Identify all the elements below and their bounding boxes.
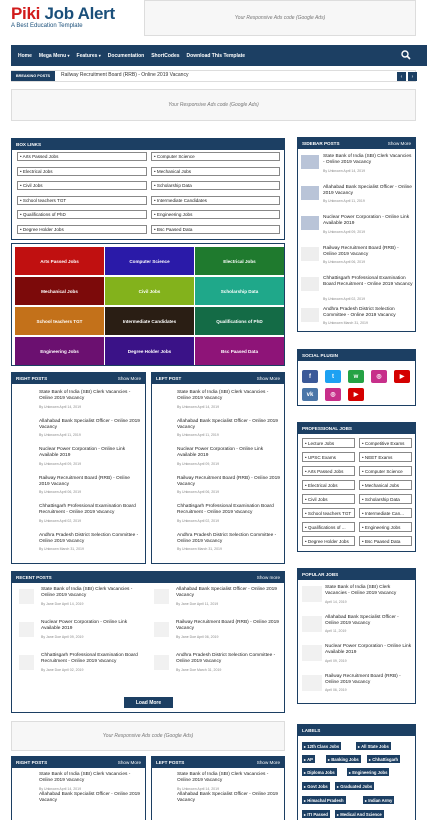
box-link-item[interactable]: • Engineering Jobs [151, 210, 280, 219]
post-meta: By Unknown April 09, 2019 [177, 461, 220, 466]
label-tag[interactable]: ▸ Graduated Jobs [337, 783, 373, 789]
post-meta: By Unknown April 14, 2019 [177, 786, 220, 791]
label-tag[interactable]: ▸ Chhattisgarh [369, 756, 399, 762]
post-thumbnail[interactable] [302, 616, 322, 632]
post-title[interactable]: Allahabad Bank Specialist Officer - Online 2019 Vacancy [177, 418, 278, 430]
right-posts-2-more-link[interactable]: Show More [117, 760, 141, 765]
post-meta: By Unknown April 14, 2019 [177, 404, 220, 409]
post-thumbnail[interactable] [301, 155, 319, 169]
logo-part2: Job Alert [44, 4, 115, 23]
box-link-item[interactable]: • Electrical Jobs [17, 167, 147, 176]
box-links-title: BOX LINKS [16, 142, 42, 147]
post-thumbnail[interactable] [301, 308, 319, 322]
category-tile[interactable]: School teachers TGT [15, 307, 104, 335]
chevron-down-icon: ▾ [67, 52, 70, 58]
job-link-item[interactable]: • Qualifications of ... [302, 522, 355, 532]
right-posts-title: RIGHT POSTS [16, 376, 48, 381]
job-link-item[interactable]: • UPSC Exams [302, 452, 355, 462]
box-link-item[interactable]: • Computer Science [151, 152, 280, 161]
post-meta: April 06, 2019 [325, 688, 347, 693]
label-tag[interactable]: ▸ Medical And Science [337, 811, 382, 817]
nav-mega-menu[interactable] [39, 53, 70, 59]
box-link-item[interactable]: • Arts Passed Jobs [17, 152, 147, 161]
post-meta: By Unknown April 09, 2019 [39, 461, 82, 466]
professional-jobs-title: PROFESSIONAL JOBS [302, 426, 352, 431]
popular-jobs-title: POPULAR JOBS [302, 572, 339, 577]
nav-features[interactable] [77, 53, 101, 59]
sidebar-post-title[interactable]: Railway Recruitment Board (RRB) - Online 2019 Vacancy [323, 245, 399, 257]
post-meta: By Unknown April 02, 2019 [323, 296, 366, 301]
job-link-item[interactable]: • Lecture Jobs [302, 438, 355, 448]
post-meta: By Jane Doe April 02, 2019 [41, 667, 84, 672]
nav-documentation[interactable]: Documentation [107, 52, 145, 59]
post-title[interactable]: State Bank of India (SBI) Clerk Vacancies - Online 2019 Vacancy [39, 772, 131, 784]
box-link-item[interactable]: • School teachers TGT [17, 196, 147, 205]
post-title[interactable]: Chhattisgarh Professional Examination Board Recruitment - Online 2019 Vacancy [177, 504, 274, 516]
job-link-item[interactable]: • School teachers TGT [302, 508, 355, 518]
category-tile[interactable]: Electrical Jobs [195, 247, 284, 275]
post-title[interactable]: Allahabad Bank Specialist Officer - Online 2019 Vacancy [176, 587, 277, 599]
post-thumbnail[interactable] [302, 645, 322, 661]
facebook-icon[interactable]: f [302, 370, 318, 383]
post-title[interactable]: Nuclear Power Corporation - Online Link Available 2019 [177, 447, 264, 459]
box-link-item[interactable]: • Mechanical Jobs [151, 167, 280, 176]
label-tag[interactable]: ▸ AP [304, 756, 313, 762]
post-meta: By Jane Doe April 11, 2019 [176, 601, 219, 606]
left-post-header [152, 373, 284, 384]
label-tag[interactable]: ▸ ITI Passed [304, 811, 328, 817]
post-meta: By Unknown March 31, 2019 [323, 321, 368, 326]
job-link-item[interactable]: • Mechanical Jobs [359, 480, 412, 490]
post-title[interactable]: Nuclear Power Corporation - Online Link Available 2019 [41, 620, 128, 632]
post-title[interactable]: Railway Recruitment Board (RRB) - Online 2019 Vacancy [39, 475, 130, 487]
job-link-item[interactable]: • Electrical Jobs [302, 480, 355, 490]
post-title[interactable]: Allahabad Bank Specialist Officer - Online 2019 Vacancy [39, 792, 140, 804]
post-meta: By Jane Doe April 14, 2019 [41, 601, 84, 606]
right-posts-2-header [12, 757, 145, 768]
popular-post-title[interactable]: State Bank of India (SBI) Clerk Vacancies - Online 2019 Vacancy [325, 585, 397, 597]
post-thumbnail[interactable] [154, 655, 169, 670]
post-thumbnail[interactable] [301, 277, 319, 291]
load-more-button[interactable]: Load More [124, 697, 173, 708]
job-link-item[interactable]: • Engineering Jobs [359, 522, 412, 532]
twitter-icon[interactable]: t [325, 370, 341, 383]
nav-shortcodes[interactable]: ShortCodes [151, 52, 180, 59]
main-ad: Your Responsive Ads code (Google Ads) [11, 89, 416, 121]
post-title[interactable]: State Bank of India (SBI) Clerk Vacancies - Online 2019 Vacancy [39, 390, 131, 402]
post-title[interactable]: Railway Recruitment Board (RRB) - Online 2019 Vacancy [176, 620, 279, 632]
whatsapp-icon[interactable]: w [348, 370, 364, 383]
nav-download[interactable]: Download This Template [186, 52, 246, 59]
category-tile[interactable]: Engineering Jobs [15, 337, 104, 365]
category-tile[interactable]: Arts Passed Jobs [15, 247, 104, 275]
post-title[interactable]: Allahabad Bank Specialist Officer - Online 2019 Vacancy [177, 792, 278, 804]
box-link-item[interactable]: • Intermediate Candidates [151, 196, 280, 205]
left-post-title: LEFT POST [156, 376, 182, 381]
post-meta: By Unknown April 06, 2019 [323, 260, 366, 265]
popular-post-title[interactable]: Railway Recruitment Board (RRB) - Online 2019 Vacancy [325, 673, 401, 685]
post-meta: By Unknown April 14, 2019 [39, 404, 82, 409]
ticker-text[interactable]: Railway Recruitment Board (RRB) - Online 2019 Vacancy [61, 72, 189, 78]
youtube-icon[interactable]: ▶ [394, 370, 410, 383]
label-tag[interactable]: ▸ Engineering Jobs [349, 769, 388, 775]
post-title[interactable]: Andhra Pradesh District Selection Committee - Online 2019 Vacancy [39, 532, 139, 544]
label-tag[interactable]: ▸ Diploma Jobs [304, 769, 335, 775]
post-meta: By Jane Doe April 09, 2019 [41, 634, 84, 639]
popular-post-title[interactable]: Nuclear Power Corporation - Online Link Available 2019 [325, 644, 412, 656]
category-tile[interactable]: Qualifications of PhD [195, 307, 284, 335]
social-plugin-title: SOCIAL PLUGIN [302, 353, 338, 358]
job-link-item[interactable]: • Degree Holder Jobs [302, 536, 355, 546]
post-meta: By Unknown April 06, 2019 [177, 490, 220, 495]
post-title[interactable]: State Bank of India (SBI) Clerk Vacancies - Online 2019 Vacancy [41, 587, 133, 599]
category-tile[interactable]: Intermediate Candidates [105, 307, 194, 335]
label-tag[interactable]: ▸ Govt Jobs [304, 783, 328, 789]
post-title[interactable]: State Bank of India (SBI) Clerk Vacancies - Online 2019 Vacancy [177, 772, 269, 784]
post-title[interactable]: Chhattisgarh Professional Examination Board Recruitment - Online 2019 Vacancy [41, 653, 138, 665]
search-icon[interactable] [401, 50, 411, 60]
nav-mega-menu-label: Mega Menu [38, 52, 67, 59]
recent-posts-more-link[interactable]: Show more [256, 575, 280, 580]
post-thumbnail[interactable] [19, 622, 34, 637]
post-meta: By Jane Doe April 06, 2019 [176, 634, 219, 639]
header-ad: Your Responsive Ads code (Google Ads) [144, 0, 416, 36]
post-meta: April 14, 2019 [325, 599, 347, 604]
box-link-item[interactable]: • Bsc Paased Data [151, 225, 280, 234]
labels-header [298, 725, 415, 736]
job-link-item[interactable]: • Bsc Paased Data [359, 536, 412, 546]
post-meta: April 11, 2019 [325, 629, 347, 634]
right-posts-more-link[interactable]: Show More [117, 376, 141, 381]
labels-title: LABELS [302, 728, 321, 733]
post-meta: April 09, 2019 [325, 658, 347, 663]
post-meta: By Unknown April 09, 2019 [323, 229, 366, 234]
social-plugin-header [298, 350, 415, 361]
sidebar-post-title[interactable]: State Bank of India (SBI) Clerk Vacancies - Online 2019 Vacancy [323, 154, 412, 166]
recent-posts-header [12, 572, 284, 583]
post-title[interactable]: Andhra Pradesh District Selection Committee - Online 2019 Vacancy [176, 653, 276, 665]
post-title[interactable]: State Bank of India (SBI) Clerk Vacancies - Online 2019 Vacancy [177, 390, 269, 402]
post-thumbnail[interactable] [302, 675, 322, 691]
post-meta: By Unknown April 02, 2019 [39, 518, 82, 523]
main-nav [11, 45, 427, 66]
post-title[interactable]: Chhattisgarh Professional Examination Board Recruitment - Online 2019 Vacancy [39, 504, 136, 516]
post-meta: By Unknown April 11, 2019 [39, 433, 81, 438]
category-tile[interactable]: Computer Science [105, 247, 194, 275]
post-meta: By Unknown April 11, 2019 [177, 433, 219, 438]
post-meta: By Jane Doe March 31, 2019 [176, 667, 222, 672]
label-tag[interactable]: ▸ Indian Army [365, 797, 393, 803]
post-meta: By Unknown April 06, 2019 [39, 490, 82, 495]
post-thumbnail[interactable] [302, 586, 322, 602]
left-posts-2-header [152, 757, 284, 768]
logo-tagline: A Best Education Template [11, 23, 83, 29]
post-thumbnail[interactable] [19, 655, 34, 670]
ticker-label: BREAKING POSTS [11, 71, 55, 81]
chevron-down-icon: ▾ [98, 52, 101, 58]
sidebar-post-title[interactable]: Allahabad Bank Specialist Officer - Online 2019 Vacancy [323, 184, 412, 196]
right-posts-2-title: RIGHT POSTS [16, 760, 48, 765]
post-thumbnail[interactable] [301, 186, 319, 200]
post-thumbnail[interactable] [301, 216, 319, 230]
post-meta: By Unknown March 31, 2019 [39, 547, 84, 552]
left-posts-2-more-link[interactable]: Show More [256, 760, 280, 765]
sidebar-posts-title: SIDEBAR POSTS [302, 141, 340, 146]
chevron-right-icon[interactable]: › [408, 72, 417, 81]
job-link-item[interactable]: • Competitive Exams [359, 438, 412, 448]
youtube-icon[interactable]: ▶ [348, 388, 364, 401]
sidebar-post-title[interactable]: Andhra Pradesh District Selection Committee - Online 2019 Vacancy [323, 306, 396, 318]
left-posts-2-title: LEFT POSTS [156, 760, 185, 765]
post-thumbnail[interactable] [154, 589, 169, 604]
post-meta: By Unknown April 11, 2019 [323, 199, 365, 204]
category-tile[interactable]: Civil Jobs [105, 277, 194, 305]
box-link-item[interactable]: • Civil Jobs [17, 181, 147, 190]
recent-posts-title: RECENT POSTS [16, 575, 52, 580]
category-tile[interactable]: Degree Holder Jobs [105, 337, 194, 365]
nav-features-label: Features [76, 52, 98, 59]
box-link-item[interactable]: • Scholarship Data [151, 181, 280, 190]
vk-icon[interactable]: vk [302, 388, 318, 401]
box-links-header [12, 139, 284, 150]
nav-home[interactable]: Home [18, 52, 32, 59]
post-title[interactable]: Nuclear Power Corporation - Online Link Available 2019 [39, 447, 126, 459]
post-title[interactable]: Allahabad Bank Specialist Officer - Online 2019 Vacancy [39, 418, 140, 430]
post-meta: By Unknown April 14, 2019 [323, 168, 366, 173]
post-title[interactable]: Andhra Pradesh District Selection Committee - Online 2019 Vacancy [177, 532, 277, 544]
box-link-item[interactable]: • Qualifications of PhD [17, 210, 147, 219]
logo-part1: Piki [11, 4, 41, 23]
sidebar-post-title[interactable]: Chhattisgarh Professional Examination Board Recruitment - Online 2019 Vacancy [323, 276, 413, 288]
popular-jobs-header [298, 569, 415, 580]
category-tile[interactable]: Bsc Paased Data [195, 337, 284, 365]
job-link-item[interactable]: • Arts Passed Jobs [302, 466, 355, 476]
professional-jobs-header [298, 423, 415, 434]
job-link-item[interactable]: • Intermediate Can... [359, 508, 412, 518]
label-tag[interactable]: ▸ Himachal Pradesh [304, 797, 344, 803]
bottom-ad: Your Responsive Ads code (Google Ads) [11, 721, 285, 751]
left-post-more-link[interactable]: Show More [256, 376, 280, 381]
post-thumbnail[interactable] [19, 589, 34, 604]
category-tile[interactable]: Scholarship Data [195, 277, 284, 305]
label-tag[interactable]: ▸ Banking Jobs [328, 756, 359, 762]
label-tag[interactable]: ▸ 12th Class Jobs [304, 743, 340, 749]
sidebar-posts-header [298, 138, 415, 149]
post-meta: By Unknown April 02, 2019 [177, 518, 220, 523]
right-posts-header [12, 373, 145, 384]
job-link-item[interactable]: • Computer Science [359, 466, 412, 476]
box-link-item[interactable]: • Degree Holder Jobs [17, 225, 147, 234]
sidebar-posts-more-link[interactable]: Show More [387, 141, 411, 146]
label-tag[interactable]: ▸ All State Jobs [358, 743, 389, 749]
post-thumbnail[interactable] [301, 247, 319, 261]
job-link-item[interactable]: • NEET Exams [359, 452, 412, 462]
popular-post-title[interactable]: Allahabad Bank Specialist Officer - Online 2019 Vacancy [325, 614, 399, 626]
post-meta: By Unknown April 14, 2019 [39, 786, 82, 791]
job-link-item[interactable]: • Civil Jobs [302, 494, 355, 504]
post-meta: By Unknown March 31, 2019 [177, 547, 222, 552]
post-thumbnail[interactable] [154, 622, 169, 637]
instagram-icon[interactable]: ◎ [325, 388, 341, 401]
job-link-item[interactable]: • Scholarship Data [359, 494, 412, 504]
post-title[interactable]: Railway Recruitment Board (RRB) - Online 2019 Vacancy [177, 475, 280, 487]
site-logo[interactable] [11, 5, 121, 35]
category-tile[interactable]: Mechanical Jobs [15, 277, 104, 305]
sidebar-post-title[interactable]: Nuclear Power Corporation - Online Link Available 2019 [323, 215, 410, 227]
instagram-icon[interactable]: ◎ [371, 370, 387, 383]
chevron-left-icon[interactable]: ‹ [397, 72, 406, 81]
